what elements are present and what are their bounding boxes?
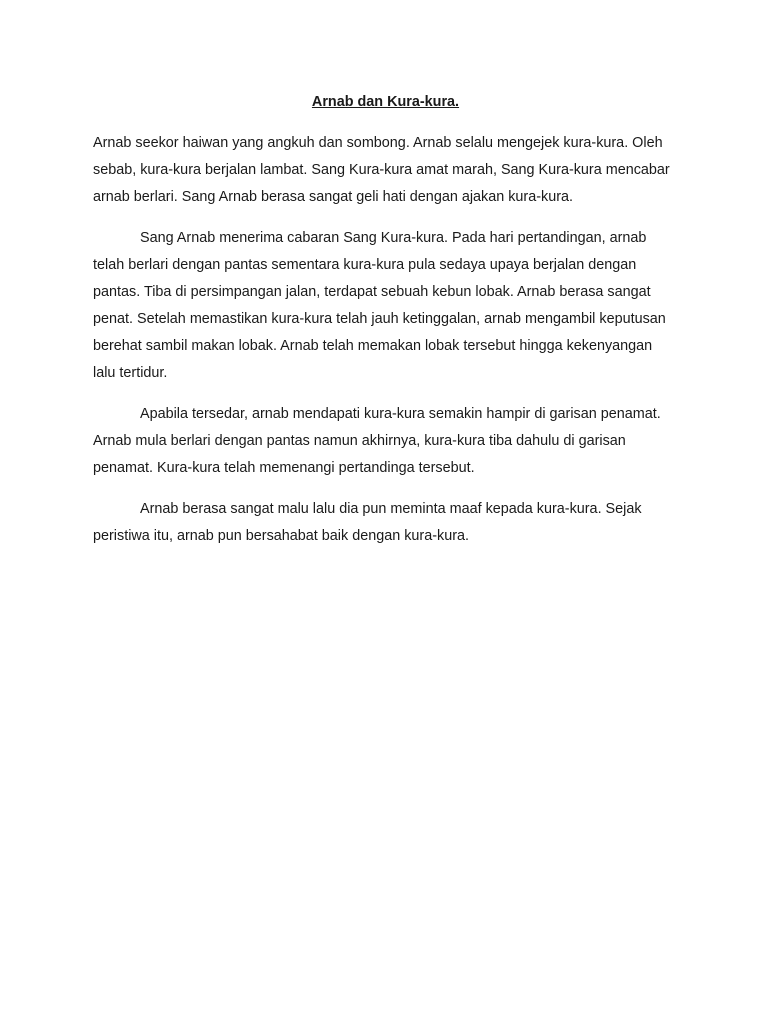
document-title: Arnab dan Kura-kura. [311,94,460,110]
document-body [93,89,678,564]
paragraph-2: Sang Arnab menerima cabaran Sang Kura-kura. Pada hari pertandingan, arnab telah berlari dengan pantas sementara kura-kura pula sedaya upaya berjalan dengan pantas. Tiba di persimpangan jalan, terdapat sebuah kebun lobak. Arnab berasa sangat penat. Setelah memastikan kura-kura telah jauh ketinggalan, arnab mengambil keputusan berehat sambil makan lobak. Arnab telah memakan lobak tersebut hingga kekenyangan lalu tertidur. [93,230,666,381]
paragraph-4: Arnab berasa sangat malu lalu dia pun meminta maaf kepada kura-kura. Sejak peristiwa itu, arnab pun bersahabat baik dengan kura-kura. [93,501,642,544]
paragraph-3: Apabila tersedar, arnab mendapati kura-kura semakin hampir di garisan penamat. Arnab mula berlari dengan pantas namun akhirnya, kura-kura tiba dahulu di garisan penamat. Kura-kura telah memenangi pertandinga tersebut. [93,406,661,476]
paragraph-1: Arnab seekor haiwan yang angkuh dan sombong. Arnab selalu mengejek kura-kura. Oleh sebab, kura-kura berjalan lambat. Sang Kura-kura amat marah, Sang Kura-kura mencabar arnab berlari. Sang Arnab berasa sangat geli hati dengan ajakan kura-kura. [93,135,670,205]
